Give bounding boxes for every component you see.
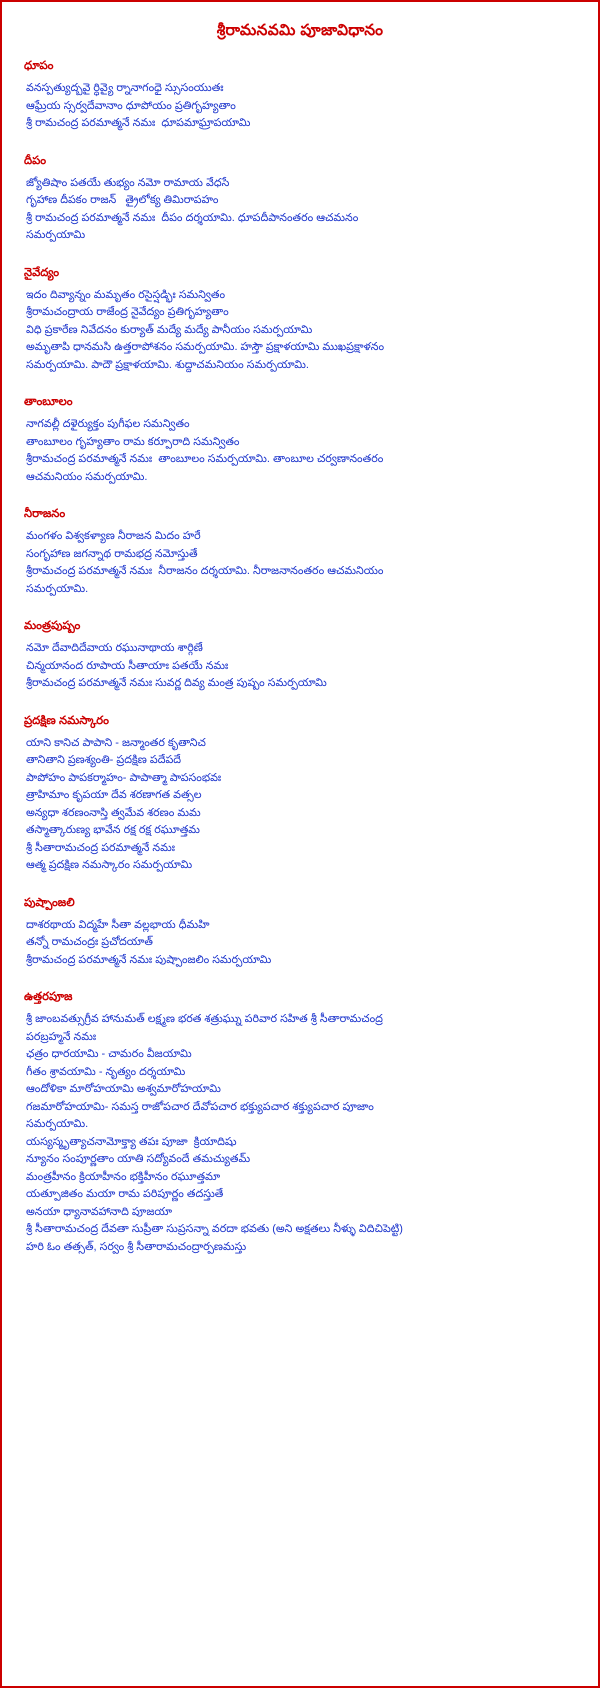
text-line: ఆత్మ ప్రదక్షిణ నమస్కారం సమర్పయామి bbox=[26, 859, 193, 871]
section-lines bbox=[20, 80, 580, 132]
section-heading: నీరాజనం bbox=[24, 508, 66, 520]
section-lines bbox=[20, 640, 580, 692]
text-line: దాశరథాయ విద్మహే సీతా వల్లభాయ ధీమహి bbox=[26, 918, 210, 931]
section-lines bbox=[20, 287, 580, 374]
text-line: శ్రీరామచంద్ర పరమాత్మనే నమః నీరాజనం దర్శయామి. నీరాజనానంతరం ఆచమనియం bbox=[26, 565, 384, 577]
text-line: సమర్పయామి bbox=[26, 229, 86, 241]
document-section bbox=[20, 507, 580, 597]
text-line: శ్రీరామచంద్రాయ రాజేంద్ర నైవేద్యం ప్రతిగృహ్యతాం bbox=[26, 306, 229, 318]
document-section bbox=[20, 395, 580, 485]
text-line: శ్రీ రామచంద్ర పరమాత్మనే నమః ధూపమాఘ్రాపయామి bbox=[26, 117, 251, 129]
section-heading: దీపం bbox=[24, 154, 47, 167]
text-line: గృహాణ దీపకం రాజన్ త్రైలోక్య తిమిరాపహం bbox=[26, 194, 219, 206]
text-line: ఛత్రం ధారయామి - చామరం వీజయామి bbox=[26, 1048, 192, 1060]
text-line: మంగళం విశ్వకళ్యాణ నీరాజన మిదం హరే bbox=[26, 530, 201, 542]
text-line: శ్రీ జాంబవత్సుగ్రీవ హానుమత్ లక్ష్మణ భరత శత్రుఘ్ను పరివార సహిత శ్రీ సీతారామచంద్ర bbox=[26, 1013, 383, 1025]
section-heading: ఉత్తరపూజ bbox=[24, 991, 73, 1003]
section-heading: నైవేద్యం bbox=[24, 266, 60, 279]
text-line: ఆందోళికా మారోహయామి అశ్వమారోహయామి bbox=[26, 1083, 221, 1095]
text-line: విధి ప్రకారేణ నివేదనం కుర్యాత్ మద్యే మద్యే పానీయం సమర్పయామి bbox=[26, 323, 313, 336]
text-line: తన్నో రామచంద్రః ప్రచోదయాత్ bbox=[26, 936, 153, 948]
text-line: ఆచమనియం సమర్పయామి. bbox=[26, 470, 148, 483]
text-line: వనస్పత్యుద్బవై ర్ధివ్యై ర్నానాగంధై స్సుసంయుతః bbox=[26, 82, 224, 94]
document-section bbox=[20, 619, 580, 692]
text-line: యస్యస్మృత్యాచనామోక్త్యా తపః పూజా క్రియాదిషు bbox=[26, 1135, 237, 1148]
document-section bbox=[20, 714, 580, 874]
section-lines bbox=[20, 1011, 580, 1255]
text-line: నమో దేవాదిదేవాయ రఘునాథాయ శార్గిణే bbox=[26, 642, 203, 654]
text-line: జ్యోతిషాం పతయే తుభ్యం నమో రామాయ వేధసే bbox=[26, 176, 230, 189]
text-line: అనయా ధ్యానావహానాది పూజయా bbox=[26, 1205, 173, 1218]
text-line: శ్రీ సీతారామచంద్ర పరమాత్మనే నమః bbox=[26, 841, 175, 854]
text-line: శ్రీ రామచంద్ర పరమాత్మనే నమః దీపం దర్శయామి. ధూపదీపానంతరం ఆచమనం bbox=[26, 211, 359, 224]
section-heading: ధూపం bbox=[24, 60, 54, 72]
text-line: అన్యధా శరణంనాస్తి త్వమేవ శరణం మమ bbox=[26, 806, 201, 819]
text-line: ఇదం దివ్యాన్నం మమృతం రసైస్షడ్భిః సమన్వితం bbox=[26, 288, 226, 301]
section-lines bbox=[20, 528, 580, 597]
text-line: శ్రీ సీతారామచంద్ర దేవతా సుప్రీతా సుప్రసన్నా వరదా భవతు (అని అక్షతలు నీళ్ళు విదిచిపెట్టి) bbox=[26, 1223, 403, 1235]
text-line: ఆఘ్రేయ స్సర్వదేవానాం ధూపోయం ప్రతిగృహ్యతాం bbox=[26, 99, 236, 112]
section-lines bbox=[20, 917, 580, 969]
text-line: పరబ్రహ్మనే నమః bbox=[26, 1030, 97, 1043]
text-line: శ్రీరామచంద్ర పరమాత్మనే నమః సువర్ణ దివ్య మంత్ర పుష్పం సమర్పయామి bbox=[26, 677, 327, 689]
text-line: యాని కానిచ పాపాని - జన్మాంతర కృతానిచ bbox=[26, 736, 206, 749]
text-line: హరి ఓం తత్సత్, సర్వం శ్రీ సీతారామచంద్రార్పణమస్తు bbox=[26, 1240, 247, 1253]
section-lines bbox=[20, 416, 580, 485]
text-line: న్యూనం సంపూర్ణతాం యాతి సద్యోవందే తమచ్యుతమ్ bbox=[26, 1153, 251, 1165]
text-line: తస్మాత్కారుణ్య భావేన రక్ష రక్ష రఘూత్తమ bbox=[26, 824, 200, 836]
section-lines bbox=[20, 175, 580, 244]
text-line: పాపోహం పాపకర్మాహం- పాపాత్మా పాపసంభవః bbox=[26, 771, 222, 784]
section-heading: మంత్రపుష్పం bbox=[24, 620, 81, 632]
text-line: గజమారోహయామి- సమస్త రాజోపచార దేవోపచార భక్త్యుపచార శక్త్యుపచార పూజాం bbox=[26, 1100, 374, 1113]
text-line: అమృతాపి ధానమసి ఉత్తరాపోశనం సమర్పయామి. హస్తౌ ప్రక్షాళయామి ముఖప్రక్షాళనం bbox=[26, 341, 385, 353]
text-line: మంత్రహీనం క్రియాహీనం భక్తిహీనం రఘూత్తమా bbox=[26, 1170, 221, 1183]
text-line: సమర్పయామి. పాదౌ ప్రక్షాళయామి. శుద్దాచమనియం సమర్పయామి. bbox=[26, 358, 309, 371]
document-section bbox=[20, 59, 580, 132]
section-heading: ప్రదక్షిణ నమస్కారం bbox=[24, 714, 109, 727]
document-section bbox=[20, 266, 580, 374]
text-line: నాగవల్లీ దళైర్యుక్తం పుగీఫల సమన్వితం bbox=[26, 418, 190, 430]
text-line: సమర్పయామి. bbox=[26, 582, 89, 595]
section-lines bbox=[20, 735, 580, 874]
sections-container bbox=[20, 59, 580, 1277]
text-line: తాంబూలం గృహ్యతాం రామ కర్పూరాది సమన్వితం bbox=[26, 435, 240, 448]
page-title: శ్రీరామనవమి పూజావిధానం bbox=[216, 22, 384, 39]
text-line: త్రాహిమాం కృపయా దేవ శరణాగత వత్సల bbox=[26, 789, 202, 801]
text-line: సమర్పయామి. bbox=[26, 1118, 89, 1130]
section-heading: తాంబూలం bbox=[24, 396, 73, 408]
document-section bbox=[20, 154, 580, 244]
text-line: సంగృహాణ జగన్నాథ రామభద్ర నమోస్తుతే bbox=[26, 547, 198, 560]
text-line: శ్రీరామచంద్ర పరమాత్మనే నమః తాంబూలం సమర్పయామి. తాంబూల చర్వణానంతరం bbox=[26, 453, 384, 465]
text-line: గీతం శ్రావయామి - నృత్యం దర్శయామి bbox=[26, 1065, 186, 1078]
text-line: చిన్మయానంద రూపాయ సీతాయాః పతయే నమః bbox=[26, 659, 229, 672]
text-line: తానితాని ప్రణశ్యంతి- ప్రదక్షిణ పదేపదే bbox=[26, 754, 182, 766]
section-spacer bbox=[20, 1271, 580, 1277]
document-section bbox=[20, 896, 580, 969]
text-line: శ్రీరామచంద్ర పరమాత్మనే నమః పుష్పాంజలిం సమర్పయామి bbox=[26, 953, 272, 966]
text-line: యత్పూజితం మయా రామ పరిపూర్ణం తదస్తుతే bbox=[26, 1188, 224, 1200]
document-section bbox=[20, 990, 580, 1255]
section-heading: పుష్పాంజలి bbox=[24, 896, 75, 909]
